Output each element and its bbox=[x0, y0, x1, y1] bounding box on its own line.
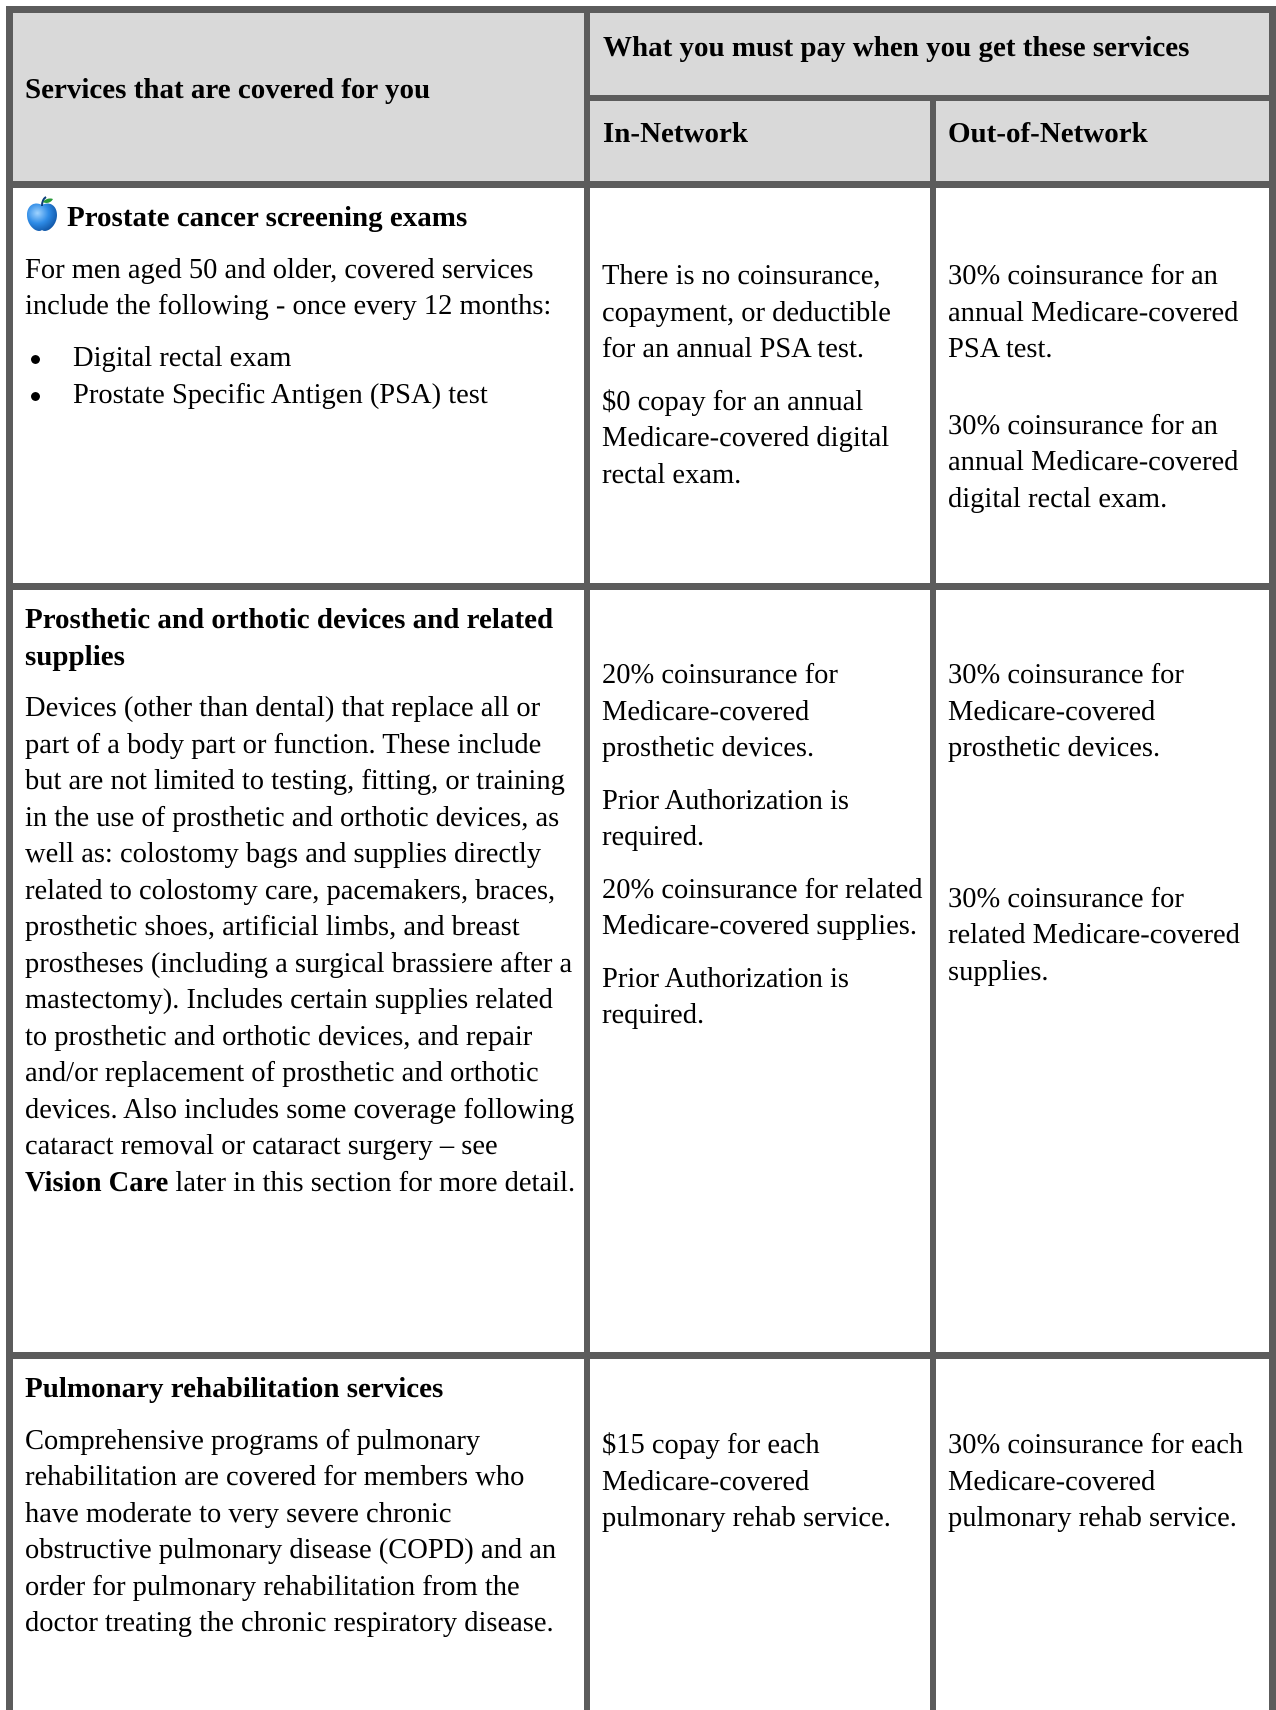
border-row-1 bbox=[6, 583, 1276, 590]
row-prosthetic-out-network bbox=[948, 657, 1268, 990]
row-title: Prostate cancer screening exams bbox=[25, 196, 575, 236]
row-prostate-in-network bbox=[602, 258, 927, 493]
cost-text: 30% coinsurance for related Medicare-covered supplies. bbox=[948, 882, 1240, 987]
row-description: For men aged 50 and older, covered services include the following - once every 12 months: bbox=[25, 253, 552, 321]
cost-text: 30% coinsurance for an annual Medicare-covered digital rectal exam. bbox=[948, 409, 1239, 514]
row-prosthetic-services bbox=[25, 601, 577, 1201]
row-title: Prosthetic and orthotic devices and related supplies bbox=[25, 603, 554, 672]
border-col-1 bbox=[584, 6, 590, 1710]
header-in-network-label: In-Network bbox=[603, 117, 748, 149]
border-left bbox=[6, 6, 13, 1710]
cost-text: $0 copay for an annual Medicare-covered digital rectal exam. bbox=[602, 385, 890, 490]
row-pulmonary-out-network bbox=[948, 1427, 1268, 1537]
border-row-2 bbox=[6, 1352, 1276, 1359]
row-prostate-services bbox=[25, 196, 575, 413]
row-description: Comprehensive programs of pulmonary rehabilitation are covered for members who have moderate to very severe chronic obstructive pulmonary disease (COPD) and an order for pulmonary rehabilitation from the doctor treating the chronic respiratory disease. bbox=[25, 1424, 557, 1638]
cost-text: There is no coinsurance, copayment, or deductible for an annual PSA test. bbox=[602, 260, 891, 364]
border-col-2 bbox=[930, 95, 936, 1710]
border-header-split bbox=[590, 95, 1269, 101]
row-prostate-out-network bbox=[948, 258, 1268, 517]
vision-care-link: Vision Care bbox=[25, 1166, 169, 1198]
cost-text: $15 copay for each Medicare-covered pulmonary rehab service. bbox=[602, 1429, 891, 1533]
cost-text: 20% coinsurance for Medicare-covered prosthetic devices. bbox=[602, 659, 838, 763]
row-pulmonary-services bbox=[25, 1370, 577, 1642]
header-pay-label: What you must pay when you get these services bbox=[603, 31, 1190, 63]
bullet-list bbox=[25, 339, 575, 413]
row-prosthetic-in-network bbox=[602, 657, 927, 1034]
cost-text: Prior Authorization is required. bbox=[602, 962, 849, 1030]
cost-text: 20% coinsurance for related Medicare-covered supplies. bbox=[602, 873, 923, 941]
cost-text: 30% coinsurance for each Medicare-covered pulmonary rehab service. bbox=[948, 1429, 1244, 1533]
border-top bbox=[6, 6, 1276, 13]
header-services-label: Services that are covered for you bbox=[25, 73, 431, 105]
cost-text: 30% coinsurance for Medicare-covered prosthetic devices. bbox=[948, 659, 1184, 763]
cost-text: Prior Authorization is required. bbox=[602, 784, 849, 852]
list-item: Digital rectal exam bbox=[25, 339, 575, 376]
border-header-bottom bbox=[6, 181, 1276, 188]
row-pulmonary-in-network bbox=[602, 1427, 927, 1537]
apple-icon bbox=[25, 196, 59, 232]
row-title: Pulmonary rehabilitation services bbox=[25, 1372, 444, 1404]
list-item: Prostate Specific Antigen (PSA) test bbox=[25, 376, 575, 413]
row-description: Devices (other than dental) that replace all or part of a body part or function. These include but are not limited to testing, fitting, or training in the use of prosthetic and orthotic devices, as well as: colostomy bags and supplies directly related to colostomy care, pacemakers, braces, prosthetic shoes, artificial limbs, and breast prostheses (including a surgical brassiere after a mastectomy). Includes certain supplies related to prosthetic and orthotic devices, and repair and/or replacement of prosthetic and orthotic devices. Also includes some coverage following cataract removal or cataract surgery – see Vision Care later in this section for more detail. bbox=[25, 692, 576, 1198]
header-out-network-label: Out-of-Network bbox=[948, 117, 1148, 149]
cost-text: 30% coinsurance for an annual Medicare-covered PSA test. bbox=[948, 260, 1239, 364]
border-right bbox=[1269, 6, 1276, 1710]
